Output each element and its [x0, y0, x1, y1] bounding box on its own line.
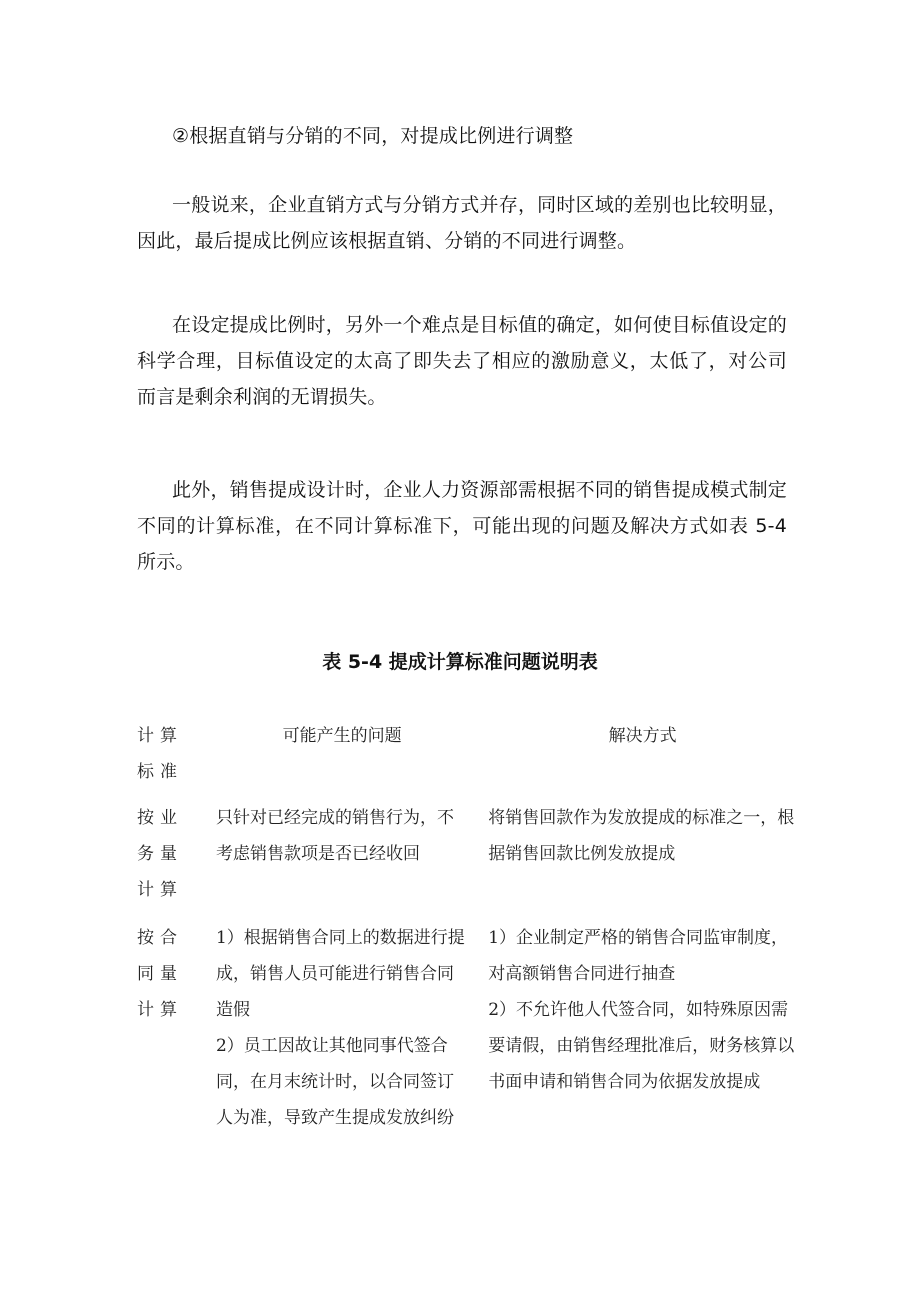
cell-standard: 按业务量计算: [137, 808, 183, 900]
table-header-row: [137, 718, 797, 800]
solution-item: 1）企业制定严格的销售合同监审制度，对高额销售合同进行抽查: [488, 928, 789, 984]
paragraph-direct-distribution: 一般说来，企业直销方式与分销方式并存，同时区域的差别也比较明显，因此，最后提成比例应该根据直销、分销的不同进行调整。: [137, 194, 787, 252]
table-row: [137, 800, 797, 920]
section-heading: ②根据直销与分销的不同，对提成比例进行调整: [172, 125, 574, 147]
header-standard: 计算标准: [137, 726, 183, 782]
header-problems: 可能产生的问题: [282, 726, 402, 746]
cell-problem: [204, 920, 480, 1136]
cell-standard: 按合同量计算: [137, 928, 183, 1020]
table-title: 表 5-4 提成计算标准问题说明表: [322, 651, 598, 673]
solution-item: 2）不允许他人代签合同，如特殊原因需要请假，由销售经理批准后，财务核算以书面申请和销售合同为依据发放提成: [488, 1000, 795, 1092]
table-row: [137, 920, 797, 1136]
cell-solution: [480, 920, 797, 1136]
paragraph-target-value: 在设定提成比例时，另外一个难点是目标值的确定，如何使目标值设定的科学合理，目标值设定的太高了即失去了相应的激励意义，太低了，对公司而言是剩余利润的无谓损失。: [137, 314, 787, 408]
problem-item: 2）员工因故让其他同事代签合同，在月末统计时，以合同签订人为准，导致产生提成发放纠纷: [215, 1036, 454, 1128]
problem-item: 1）根据销售合同上的数据进行提成，销售人员可能进行销售合同造假: [215, 928, 465, 1020]
commission-standards-table: [137, 718, 797, 1136]
cell-problem: 只针对已经完成的销售行为，不考虑销售款项是否已经收回: [215, 808, 454, 864]
cell-solution: 将销售回款作为发放提成的标准之一，根据销售回款比例发放提成: [488, 808, 795, 864]
paragraph-calculation-standards: 此外，销售提成设计时，企业人力资源部需根据不同的销售提成模式制定不同的计算标准，在不同计算标准下，可能出现的问题及解决方式如表 5-4 所示。: [137, 479, 787, 573]
header-solutions: 解决方式: [608, 726, 677, 746]
